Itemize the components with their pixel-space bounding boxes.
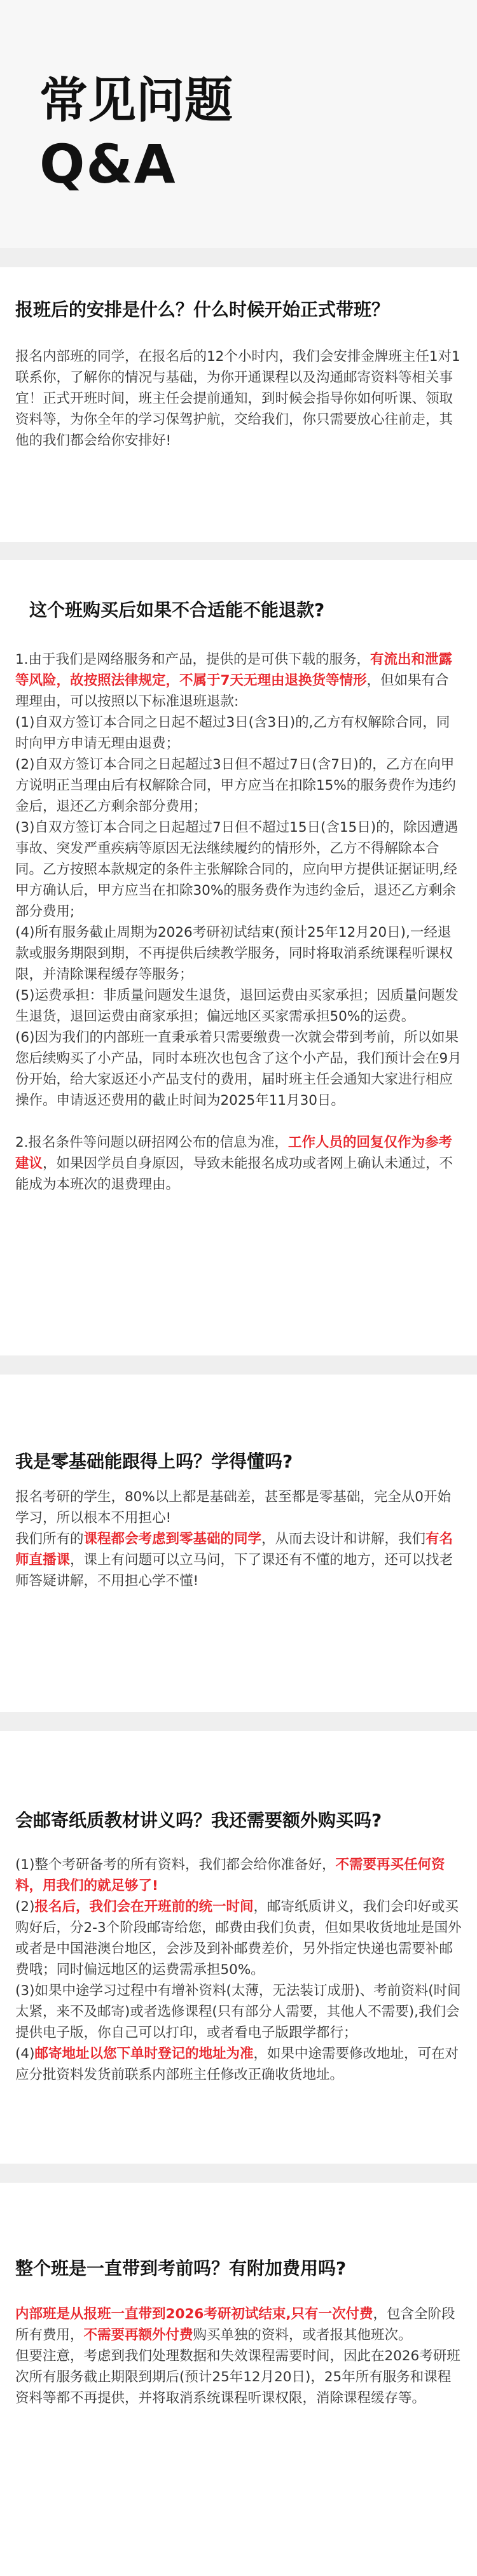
page-subtitle: Q&A [39, 133, 177, 195]
answer-text: ，如果中途需要修改地址，可在对应分批资料发货前联系内部班主任修改正确收货地址。 [15, 2046, 459, 2083]
highlight-text: 有流出和泄露等风险，故按照法律规定，不属于7天无理由退换货等情形 [15, 652, 453, 689]
answer-text: ，包含全阶段所有费用， [15, 2306, 455, 2343]
faq-question: 整个班是一直带到考前吗？有附加费用吗? [15, 2258, 347, 2279]
highlight-text: 邮寄地址以您下单时登记的地址为准 [34, 2046, 254, 2062]
highlight-text: 课程都会考虑到零基础的同学 [83, 1531, 262, 1547]
answer-text: ，但如果有合理理由，可以按照以下标准退班退款: (1)自双方签订本合同之日起不超过3日(含3日)的,乙方有权解除合同，同时向甲方申请无理由退费； (2)自双方签订本合同之日起超过3日但不超过7日(含7日)的，乙方在向甲方说明正当理由后有权解除合同，甲方应当在扣除15%的服务费作为违约金后，退还乙方剩余部分费用； (3)自双方签订本合同之日起超过7日但不超过15日(含15日)的，除因遭遇事故、突发严重疾病等原因无法继续履约的情形外，乙方不得解除本合同。乙方按照本款规定的条件主张解除合同的，应向甲方提供证据证明,经甲方确认后，甲方应当在扣除30%的服务费作为违约金后，退还乙方剩余部分费用; (4)所有服务截止周期为2026考研初试结束(预计25年12月20日),一经退款或服务期限到期，不再提供后续教学服务，同时将取消系统课程听课权限，并清除课程缓存等服务； (5)运费承担：非质量问题发生退货，退回运费由买家承担；因质量问题发生退货，退回运费由商家承担；偏远地区买家需承担50%的运费。 (6)因为我们的内部班一直秉承着只需要缴费一次就会带到考前，所以如果您后续购买了小产品，同时本班次也包含了这个小产品，我们预计会在9月份开始，给大家返还小产品支付的费用，届时班主任会通知大家进行相应操作。申请返还费用的截止时间为2025年11月30日。 2.报名条件等问题以研招网公布的信息为准， [15, 673, 462, 1151]
answer-text: (2) [15, 1899, 35, 1915]
highlight-text: 有名师直播课 [15, 1531, 453, 1568]
faq-question: 这个班购买后如果不合适能不能退款? [29, 599, 325, 620]
answer-text: ，邮寄纸质讲义，我们会印好或买购好后，分2-3个阶段邮寄给您，邮费由我们负责，但如果收货地址是国外或者是中国港澳台地区，会涉及到补邮费差价，另外指定快递也需要补邮费哦；同时偏远地区的运费需承担50%。 (3)如果中途学习过程中有增补资料(太薄，无法装订成册)、考前资料(时间太紧，来不及邮寄)或者选修课程(只有部分人需要，其他人不需要),我们会提供电子版，你自己可以打印，或者看电子版跟学都行； (4) [15, 1899, 462, 2062]
answer-text: 1.由于我们是网络服务和产品，提供的是可供下载的服务， [15, 652, 371, 668]
answer-text: 报名内部班的同学，在报名后的12个小时内，我们会安排金牌班主任1对1联系你，了解你的情况与基础，为你开通课程以及沟通邮寄资料等相关事宜！正式开班时间，班主任会提前通知，到时候会指导你如何听课、领取资料等，为你全年的学习保驾护航，交给我们，你只需要放心往前走，其他的我们都会给你安排好! [15, 349, 460, 449]
faq-question: 报班后的安排是什么？什么时候开始正式带班？ [15, 299, 390, 320]
answer-text: ，如果因学员自身原因，导致未能报名成功或者网上确认未通过，不能成为本班次的退费理由。 [15, 1156, 453, 1193]
faq-answer [15, 1487, 462, 1592]
highlight-text: 工作人员的回复仅作为参考建议 [15, 1135, 453, 1172]
answer-text: 购买单独的资料，或者报其他班次。 但要注意，考虑到我们处理数据和失效课程需要时间，因此在2026考研班次所有服务截止期限到期后(预计25年12月20日)，25年所有服务和课程资料等都不再提供，并将取消系统课程听课权限，消除课程缓存等。 [15, 2327, 460, 2406]
faq-question: 我是零基础能跟得上吗？学得懂吗? [15, 1451, 293, 1472]
faq-card-beginner [0, 1375, 477, 1712]
faq-card-schedule [0, 267, 477, 542]
hero-header [0, 0, 477, 248]
highlight-text: 内部班是从报班一直带到2026考研初试结束,只有一次付费 [15, 2306, 373, 2322]
faq-question: 会邮寄纸质教材讲义吗？我还需要额外购买吗? [15, 1810, 382, 1831]
highlight-text: 报名后，我们会在开班前的统一时间 [34, 1899, 254, 1915]
faq-answer [15, 649, 462, 1195]
faq-card-fees [0, 2183, 477, 2576]
highlight-text: 不需要再买任何资料，用我们的就足够了! [15, 1857, 445, 1894]
page-title: 常见问题 [39, 72, 233, 129]
faq-card-refund [0, 560, 477, 1355]
answer-text: ，课上有问题可以立马问，下了课还有不懂的地方，还可以找老师答疑讲解，不用担心学不懂! [15, 1552, 453, 1589]
faq-answer [15, 1854, 462, 2085]
highlight-text: 不需要再额外付费 [83, 2327, 193, 2343]
answer-text: ，从而去设计和讲解，我们 [261, 1531, 426, 1547]
answer-text: (1)整个考研备考的所有资料，我们都会给你准备好， [15, 1857, 336, 1873]
answer-text: 报名考研的学生，80%以上都是基础差，甚至都是零基础，完全从0开始学习，所以根本不用担心! 我们所有的 [15, 1489, 451, 1547]
faq-card-materials [0, 1731, 477, 2164]
faq-answer [15, 346, 462, 451]
faq-answer [15, 2304, 462, 2409]
